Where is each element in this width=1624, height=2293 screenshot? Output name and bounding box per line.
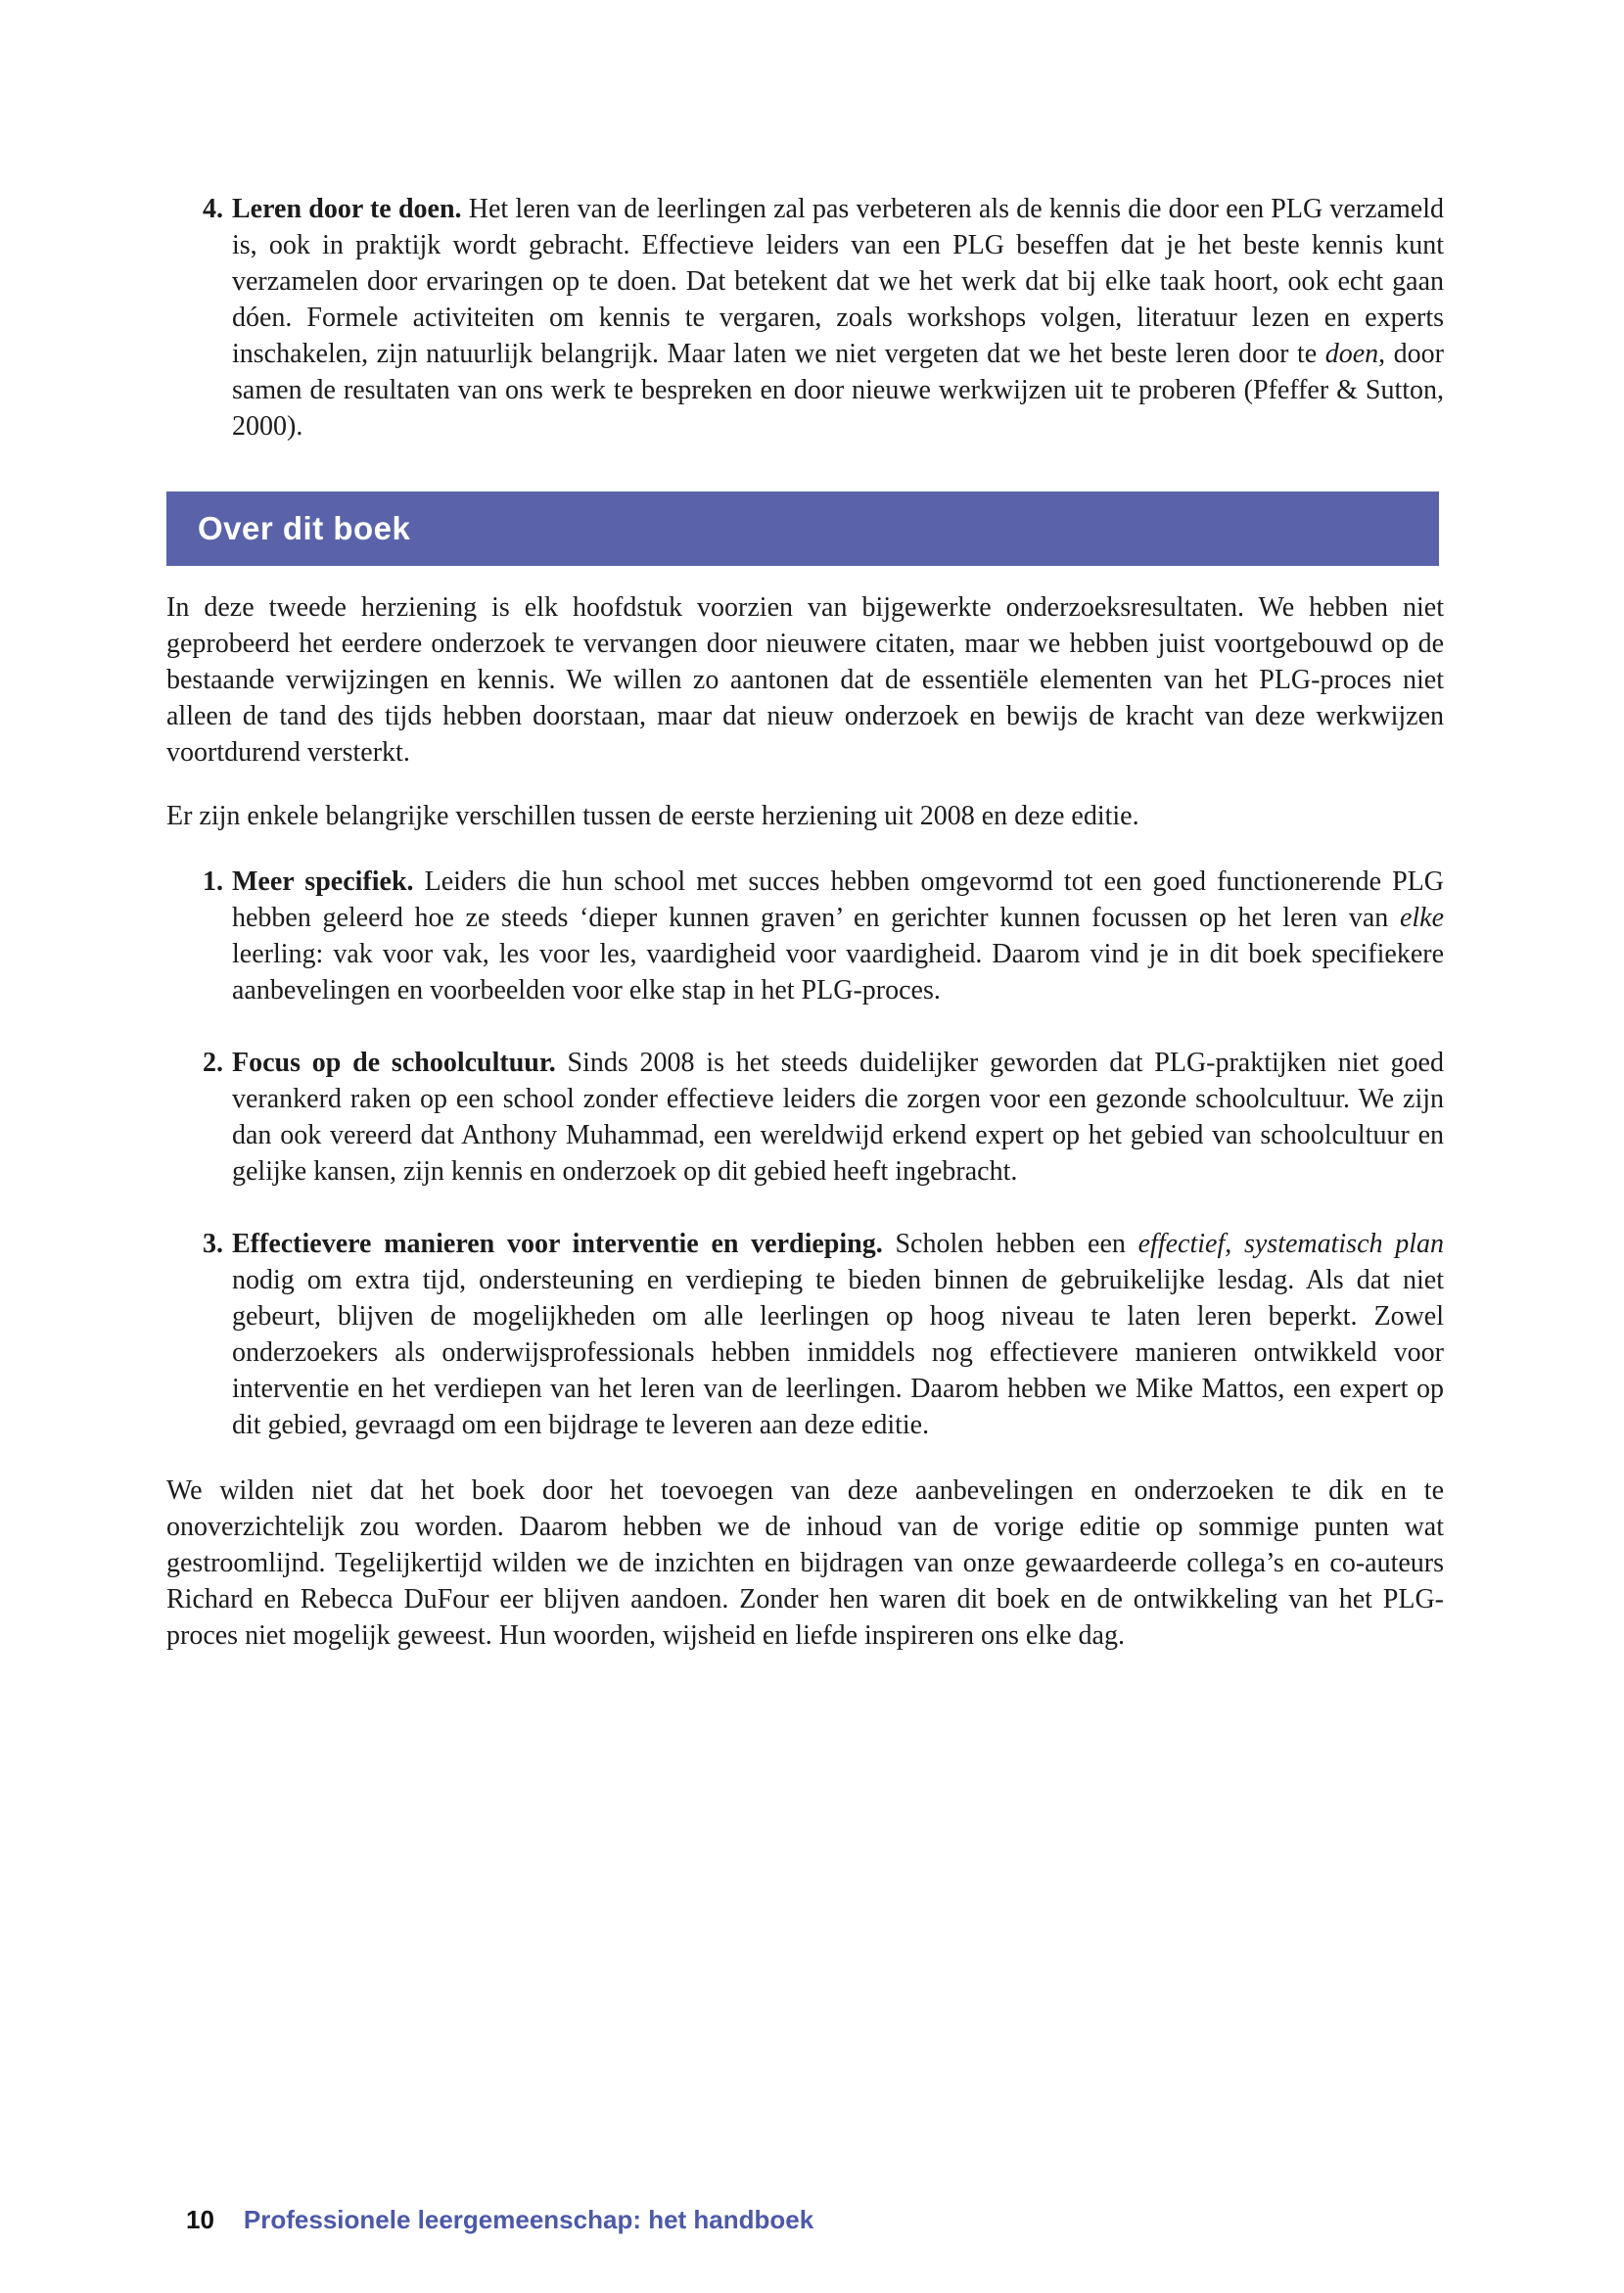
list-item-1 <box>203 864 1444 1008</box>
page-number: 10 <box>186 2205 214 2234</box>
section-header-banner <box>166 491 1439 566</box>
lead-paragraph: Er zijn enkele belangrijke verschillen tussen de eerste herziening uit 2008 en deze editie. <box>166 801 1139 831</box>
list-item-text <box>232 864 1444 1008</box>
section-title: Over dit boek <box>198 510 411 546</box>
list-item-number: 2. <box>203 1048 223 1078</box>
list-item-body: Het leren van de leerlingen zal pas verbeteren als de kennis die door een PLG verzameld is, ook in praktijk wordt gebracht. Effectieve leiders van een PLG beseffen dat je het beste kennis kunt verzamelen door ervaringen op te doen. Dat betekent dat we het werk dat bij elke taak hoort, ook echt gaan dóen. Formele activiteiten om kennis te vergaren, zoals workshops volgen, literatuur lezen en experts inschakelen, zijn natuurlijk belangrijk. Maar laten we niet vergeten dat we het beste leren door te doen, door samen de resultaten van ons werk te bespreken en door nieuwe werkwijzen uit te proberen (Pfeffer & Sutton, 2000). <box>232 194 1445 442</box>
book-title: Professionele leergemeenschap: het handboek <box>243 2205 814 2234</box>
list-item-number: 3. <box>203 1229 223 1259</box>
list-item-title: Focus op de schoolcultuur. <box>232 1048 556 1078</box>
intro-paragraph: In deze tweede herziening is elk hoofdstuk voorzien van bijgewerkte onderzoeksresultaten. We hebben niet geprobeerd het eerdere onderzoek te vervangen door nieuwere citaten, maar we hebben juist voortgebouwd op de bestaande verwijzingen en kennis. We willen zo aantonen dat de essentiële elementen van het PLG-proces niet alleen de tand des tijds hebben doorstaan, maar dat nieuw onderzoek en bewijs de kracht van deze werkwijzen voortdurend versterkt. <box>166 592 1444 768</box>
closing-paragraph: We wilden niet dat het boek door het toevoegen van deze aanbevelingen en onderzoeken te dik en te onoverzichtelijk zou worden. Daarom hebben we de inhoud van de vorige editie op sommige punten wat gestroomlijnd. Tegelijkertijd wilden we de inzichten en bijdragen van onze gewaardeerde collega’s en co-auteurs Richard en Rebecca DuFour eer blijven aandoen. Zonder hen waren dit boek en de ontwikkeling van het PLG-proces niet mogelijk geweest. Hun woorden, wijsheid en liefde inspireren ons elke dag. <box>166 1475 1444 1651</box>
list-item-body: Scholen hebben een effectief, systematisch plan nodig om extra tijd, ondersteuning en verdieping te bieden binnen de gebruikelijke lesdag. Als dat niet gebeurt, blijven de mogelijkheden om alle leerlingen op hoog niveau te laten leren beperkt. Zowel onderzoekers als onderwijsprofessionals hebben inmiddels nog effectievere manieren ontwikkeld voor interventie en het verdiepen van het leren van de leerlingen. Daarom hebben we Mike Mattos, een expert op dit gebied, gevraagd om een bijdrage te leveren aan deze editie. <box>232 1229 1445 1440</box>
list-item-4 <box>203 191 1444 445</box>
list-item-title: Leren door te doen. <box>232 194 462 224</box>
list-item-text <box>232 1045 1444 1190</box>
list-item-title: Meer specifiek. <box>232 866 414 897</box>
page-footer <box>186 2205 813 2235</box>
list-item-body: Leiders die hun school met succes hebben omgevormd tot een goed functionerende PLG hebben geleerd hoe ze steeds ‘dieper kunnen graven’ en gerichter kunnen focussen op het leren van elke leerling: vak voor vak, les voor les, vaardigheid voor vaardigheid. Daarom vind je in dit boek specifiekere aanbevelingen en voorbeelden voor elke stap in het PLG-proces. <box>232 866 1444 1006</box>
list-item-number: 4. <box>203 194 223 224</box>
list-item-text <box>232 191 1444 445</box>
list-item-title: Effectievere manieren voor interventie en verdieping. <box>232 1229 883 1259</box>
numbered-list <box>166 864 1444 1443</box>
list-item-number: 1. <box>203 866 223 897</box>
list-item-text <box>232 1226 1444 1443</box>
list-item-2 <box>203 1045 1444 1190</box>
list-item-body: Sinds 2008 is het steeds duidelijker geworden dat PLG-praktijken niet goed verankerd raken op een school zonder effectieve leiders die zorgen voor een gezonde schoolcultuur. We zijn dan ook vereerd dat Anthony Muhammad, een wereldwijd erkend expert op het gebied van schoolcultuur en gelijke kansen, zijn kennis en onderzoek op dit gebied heeft ingebracht. <box>232 1048 1444 1187</box>
list-item-3 <box>203 1226 1444 1443</box>
